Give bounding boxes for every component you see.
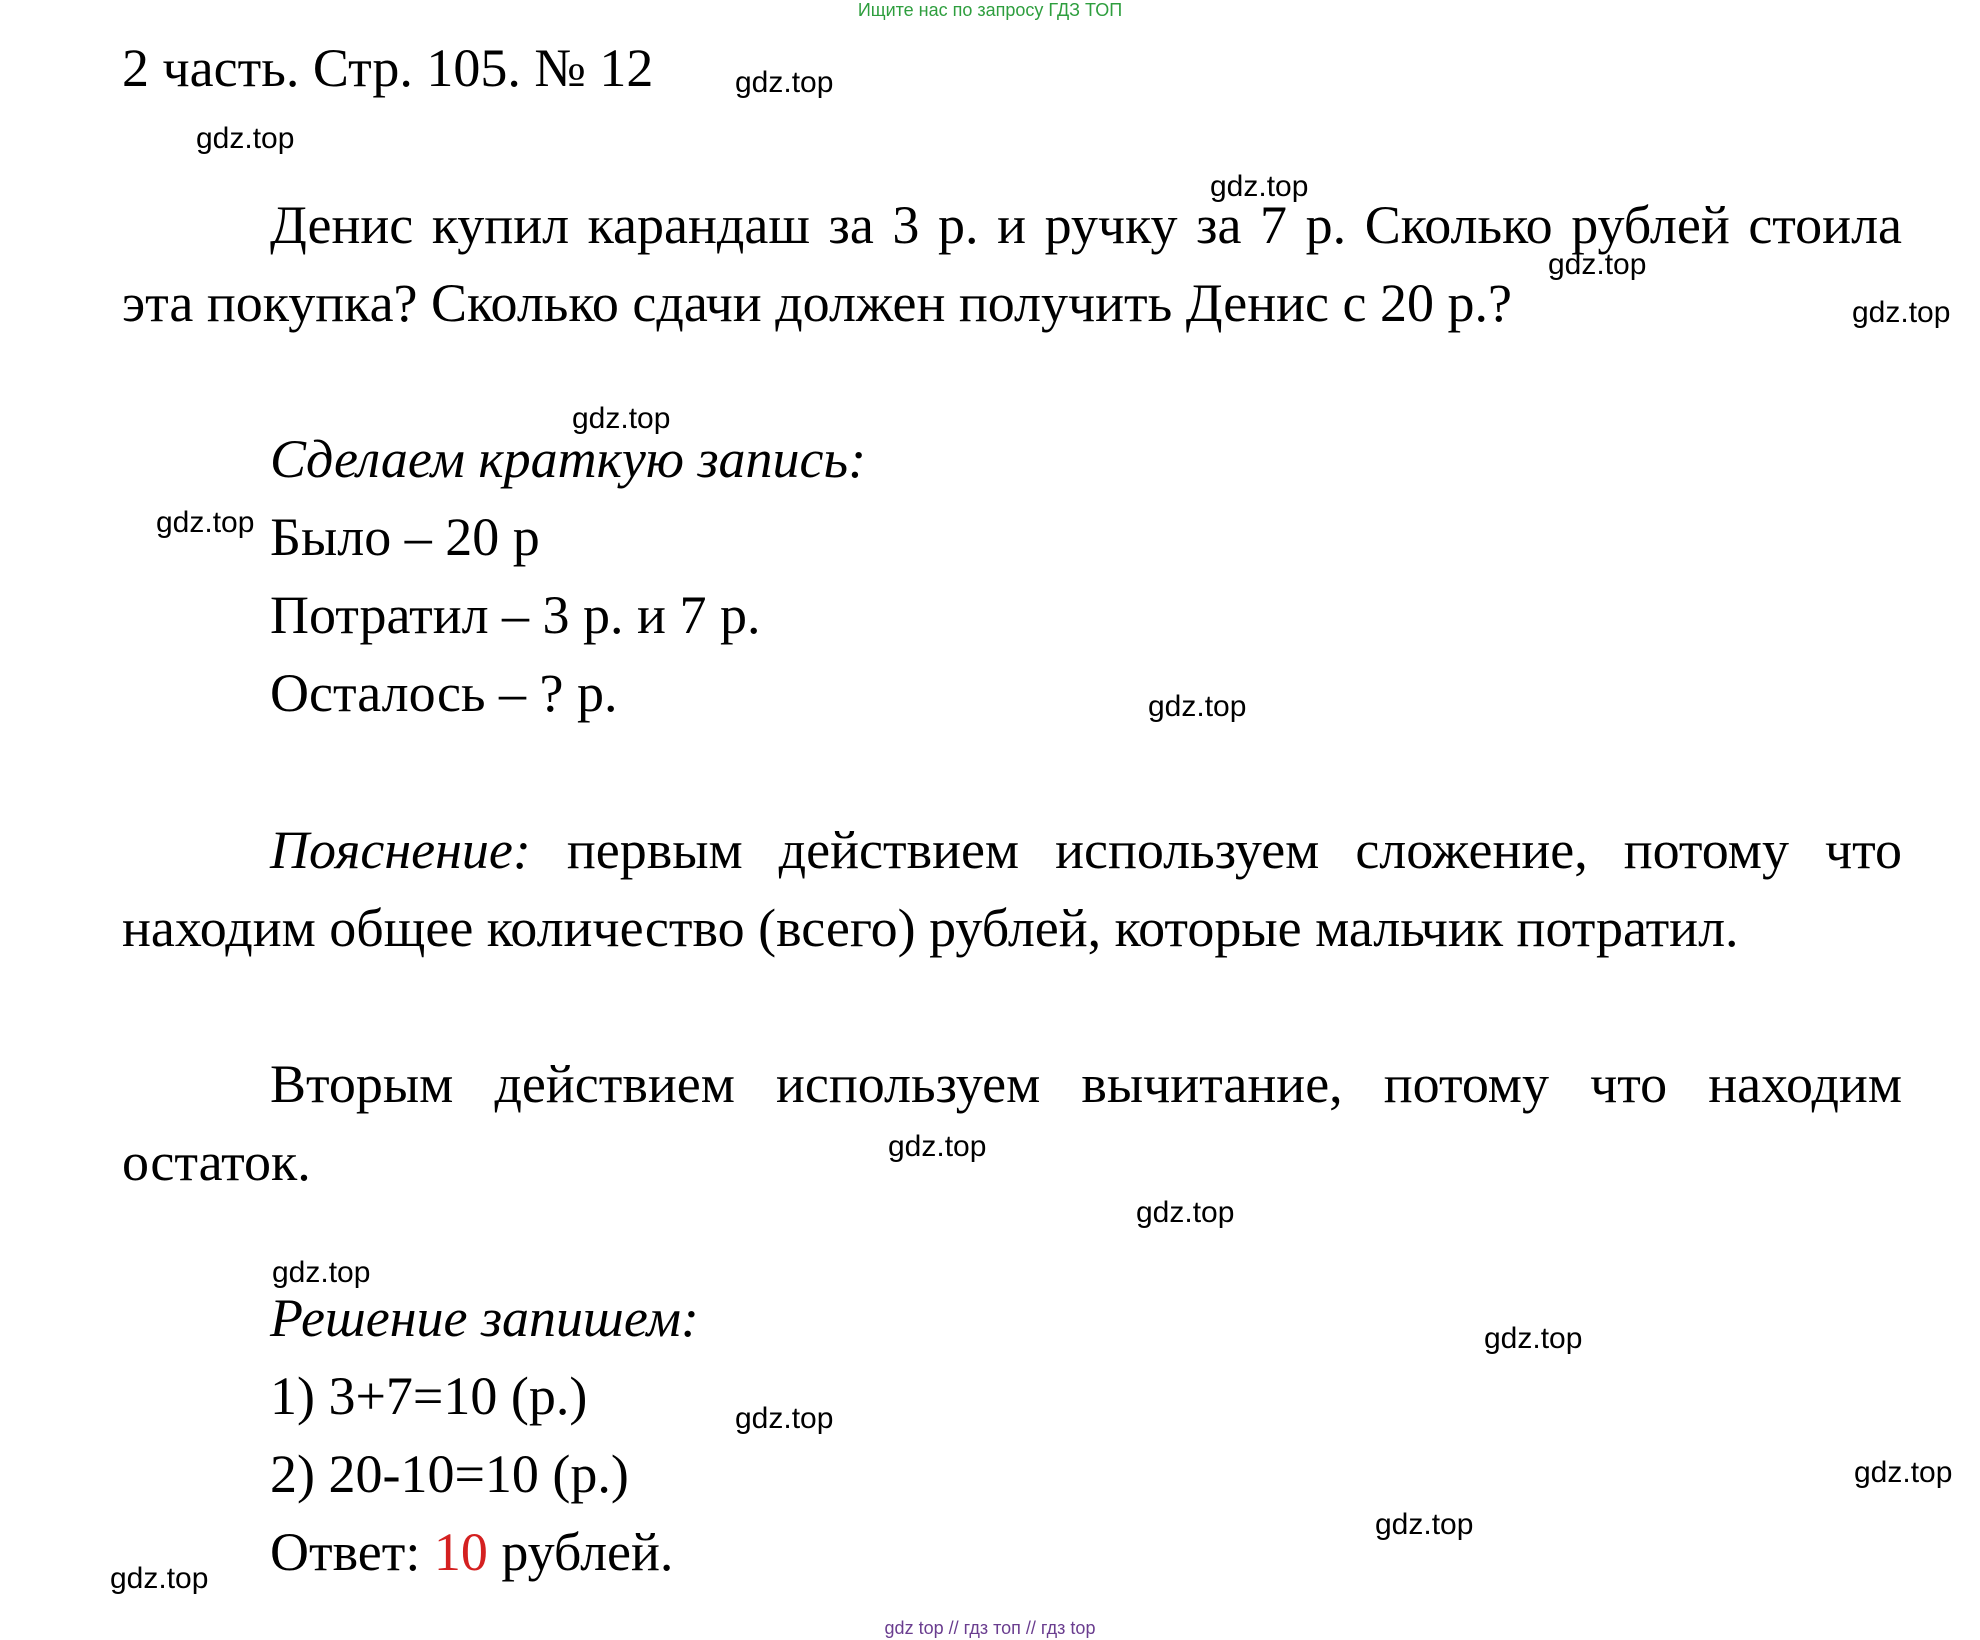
watermark: gdz.top (272, 1256, 371, 1289)
watermark: gdz.top (1136, 1196, 1235, 1229)
answer-line (270, 1513, 673, 1591)
watermark: gdz.top (888, 1130, 987, 1163)
watermark: gdz.top (572, 402, 671, 435)
short-note-line-spent: Потратил – 3 р. и 7 р. (270, 585, 761, 645)
problem-text: Денис купил карандаш за 3 р. и ручку за 7 р. Сколько рублей стоила эта покупка? Сколько сдачи должен получить Денис с 20 р.? (122, 195, 1902, 333)
answer-value: 10 (433, 1522, 488, 1582)
watermark: gdz.top (1375, 1508, 1474, 1541)
short-note-title: Сделаем краткую запись: (270, 429, 867, 489)
watermark: gdz.top (1854, 1456, 1953, 1489)
watermark: gdz.top (1484, 1322, 1583, 1355)
explanation-second: Вторым действием используем вычитание, потому что находим остаток. (122, 1054, 1902, 1192)
answer-suffix: рублей. (487, 1522, 674, 1582)
explanation-paragraph (122, 811, 1902, 967)
watermark: gdz.top (735, 66, 834, 99)
watermark: gdz.top (1852, 296, 1951, 329)
page-heading: 2 часть. Стр. 105. № 12 (122, 38, 654, 98)
footer-links: gdz top // гдз топ // гдз top (884, 1618, 1096, 1638)
watermark: gdz.top (110, 1562, 209, 1595)
watermark: gdz.top (156, 506, 255, 539)
explanation-text: первым действием используем сложение, потому что находим общее количество (всего) рублей, которые мальчик потратил. (122, 820, 1902, 958)
top-banner: Ищите нас по запросу ГДЗ ТОП (857, 0, 1123, 20)
solution-step-1: 1) 3+7=10 (р.) (270, 1366, 588, 1426)
solution-step-2: 2) 20-10=10 (р.) (270, 1444, 629, 1504)
explanation-label: Пояснение: (270, 820, 531, 880)
answer-prefix: Ответ: (270, 1522, 434, 1582)
short-note-line-left: Осталось – ? р. (270, 663, 618, 723)
watermark: gdz.top (196, 122, 295, 155)
short-note-line-had: Было – 20 р (270, 507, 540, 567)
watermark: gdz.top (1548, 248, 1647, 281)
solution-title: Решение запишем: (270, 1288, 699, 1348)
watermark: gdz.top (1210, 170, 1309, 203)
watermark: gdz.top (735, 1402, 834, 1435)
watermark: gdz.top (1148, 690, 1247, 723)
